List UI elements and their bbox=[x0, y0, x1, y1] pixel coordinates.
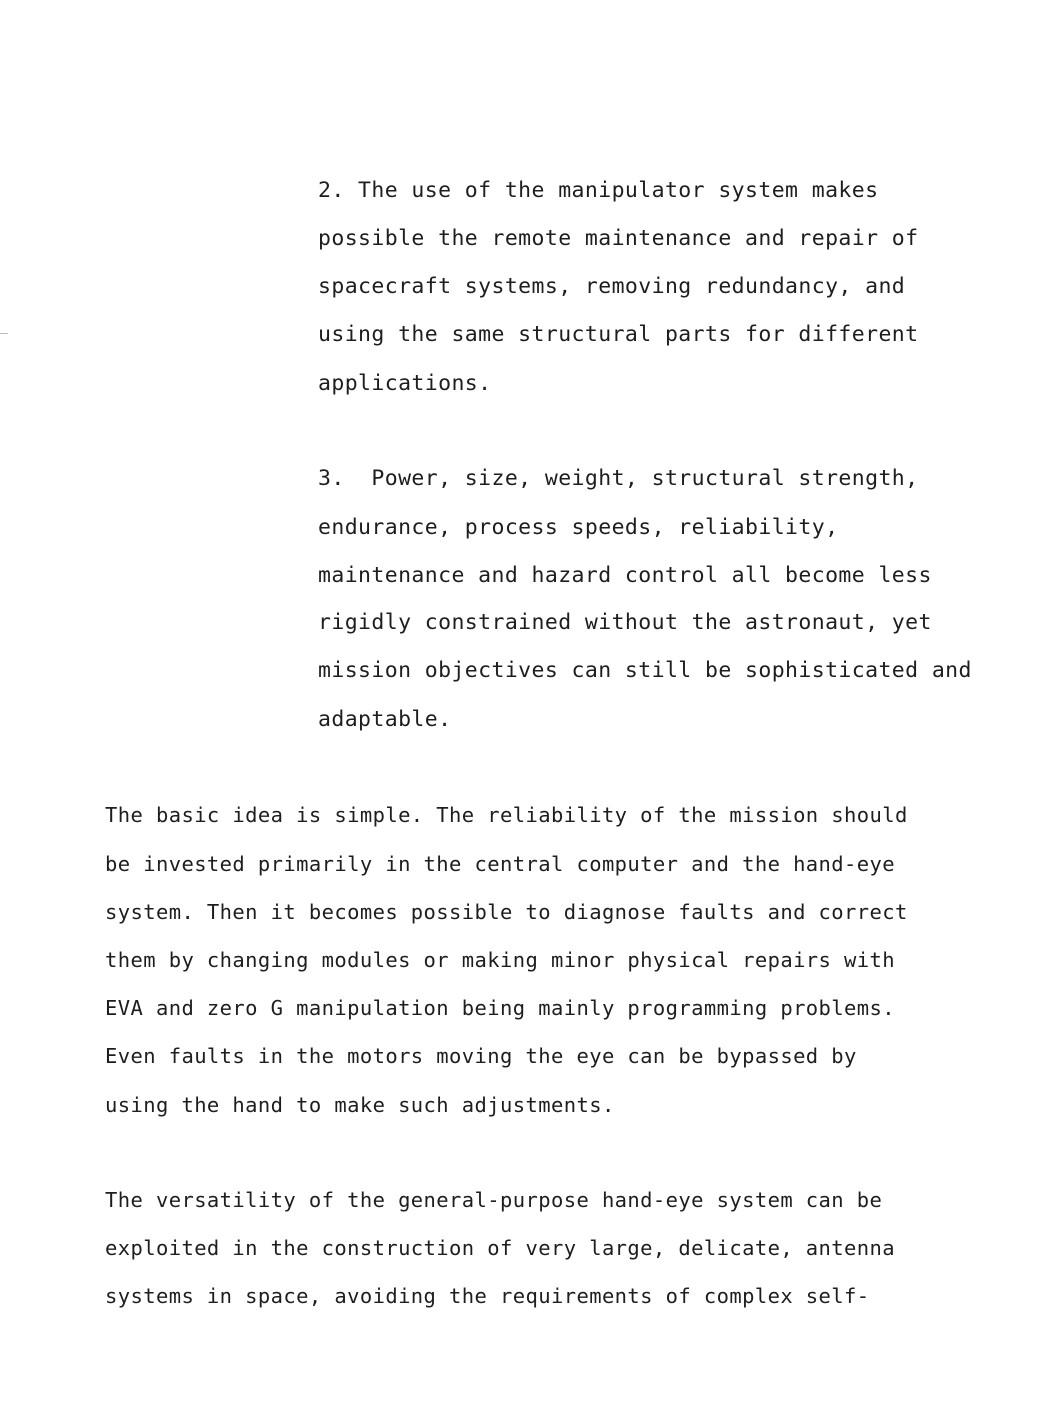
item3-line: rigidly constrained without the astronaut, yet bbox=[318, 610, 932, 635]
paragraph1-line: be invested primarily in the central computer and the hand-eye bbox=[105, 852, 896, 876]
paragraph1-line: Even faults in the motors moving the eye can be bypassed by bbox=[105, 1044, 857, 1068]
paragraph1-line: The basic idea is simple. The reliability of the mission should bbox=[105, 803, 908, 827]
item3-line: adaptable. bbox=[318, 707, 452, 732]
item3-line: 3. Power, size, weight, structural strength, bbox=[318, 466, 919, 491]
item3-line: maintenance and hazard control all become less bbox=[318, 563, 932, 588]
paragraph2-line: exploited in the construction of very large, delicate, antenna bbox=[105, 1236, 896, 1260]
item2-line: possible the remote maintenance and repair of bbox=[318, 226, 919, 251]
item2-line: applications. bbox=[318, 371, 492, 396]
item2-line: using the same structural parts for different bbox=[318, 322, 919, 347]
item2-line: spacecraft systems, removing redundancy, and bbox=[318, 274, 906, 299]
paragraph1-line: them by changing modules or making minor physical repairs with bbox=[105, 948, 896, 972]
item3-line: endurance, process speeds, reliability, bbox=[318, 515, 839, 540]
paragraph2-line: The versatility of the general-purpose hand-eye system can be bbox=[105, 1188, 883, 1212]
scan-artifact-mark bbox=[0, 333, 8, 334]
paragraph1-line: system. Then it becomes possible to diagnose faults and correct bbox=[105, 900, 908, 924]
item2-line: 2. The use of the manipulator system makes bbox=[318, 178, 879, 203]
paragraph2-line: systems in space, avoiding the requirements of complex self- bbox=[105, 1284, 870, 1308]
paragraph1-line: EVA and zero G manipulation being mainly programming problems. bbox=[105, 996, 896, 1020]
paragraph1-line: using the hand to make such adjustments. bbox=[105, 1093, 615, 1117]
item3-line: mission objectives can still be sophisticated and bbox=[318, 658, 972, 683]
